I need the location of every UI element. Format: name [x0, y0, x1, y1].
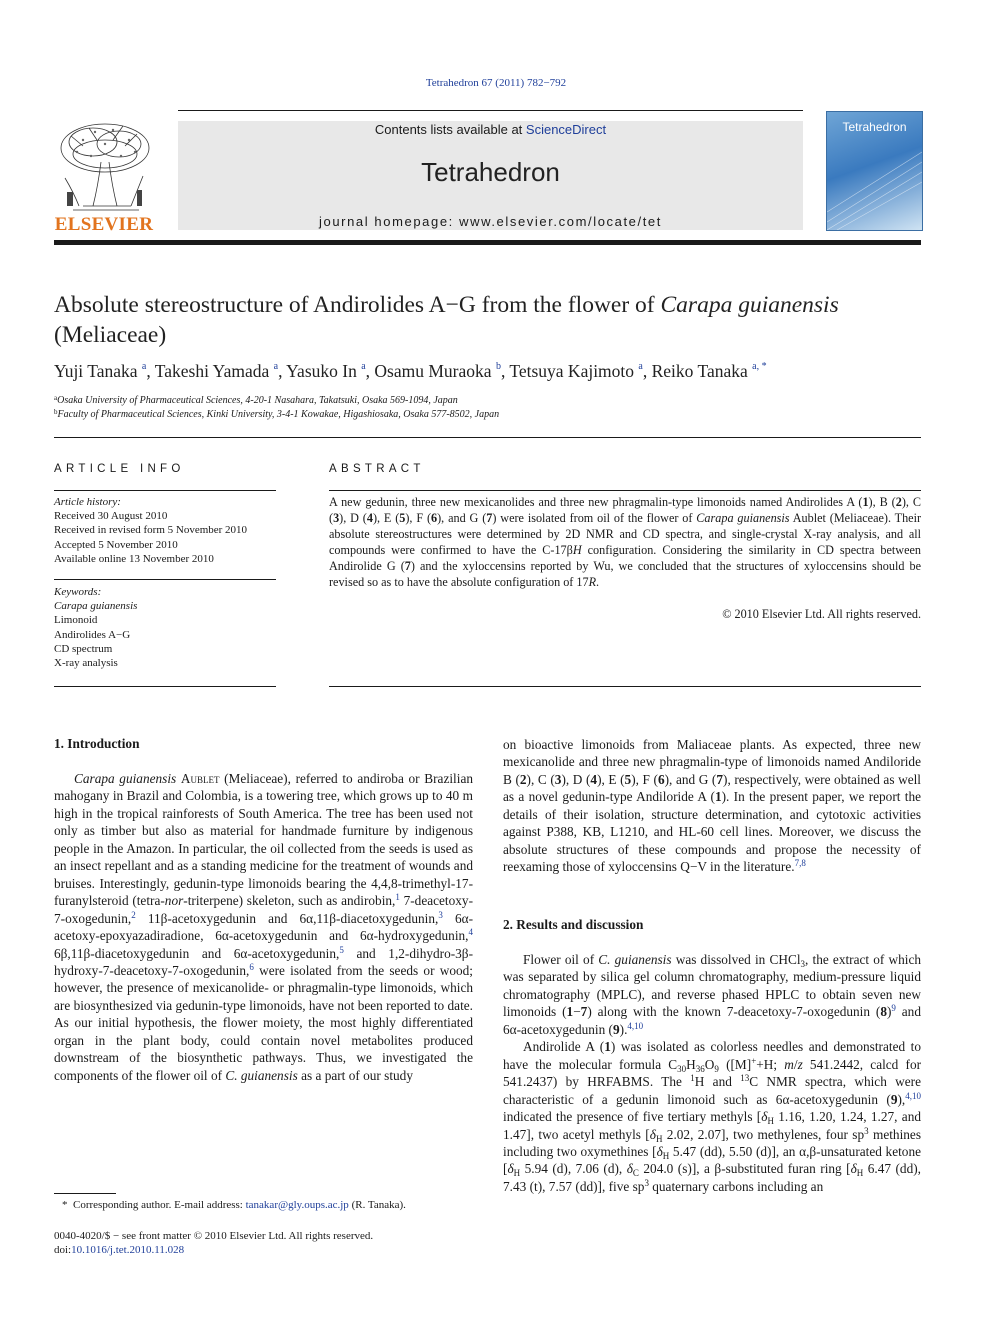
contents-line	[178, 122, 803, 137]
keyword: Carapa guianensis	[54, 600, 138, 613]
keywords-end-rule	[54, 686, 276, 687]
keywords-label: Keywords:	[54, 586, 102, 598]
footnote-suffix: (R. Tanaka).	[348, 1199, 406, 1211]
journal-banner	[178, 121, 803, 230]
copyright-line: © 2010 Elsevier Ltd. All rights reserved.	[722, 607, 921, 621]
intro-body-continued: on bioactive limonoids from Maliaceae plants. As expected, three new mexicanolide and three new phragmalin-type of limonoids named Andiloride B (2), C (3), D (4), E (5), F (6), and G (7), respectively, were obtained as well as a novel gedunin-type Andiloride A (1). In the present paper, we report the details of their isolation, structure determination, and cytotoxic activities against P388, KB, L1210, and HL-60 cell lines. Moreover, we discuss the absolute structures of these compounds and propose the necessity of reexaming those of xyloccensins Q−V in the literature.$^{7,8}$	[503, 737, 922, 875]
sciencedirect-link[interactable]: ScienceDirect	[525, 122, 607, 137]
history-received: Received 30 August 2010	[54, 510, 168, 523]
tree-icon	[53, 118, 155, 214]
keyword: CD spectrum	[54, 642, 113, 655]
author[interactable]: Tetsuya Kajimoto $^a$,	[509, 361, 648, 381]
journal-homepage[interactable]: journal homepage: www.elsevier.com/locate/tet	[319, 214, 662, 229]
article-title	[54, 290, 924, 350]
intro-heading: 1. Introduction	[54, 736, 140, 751]
abstract-rule	[329, 490, 921, 491]
cover-title: Tetrahedron	[842, 120, 907, 134]
journal-title: Tetrahedron	[421, 157, 560, 187]
journal-cover-image	[826, 111, 923, 231]
history-accepted: Accepted 5 November 2010	[54, 538, 178, 551]
corresponding-author-note	[62, 1198, 406, 1213]
history-online: Available online 13 November 2010	[54, 552, 214, 565]
elsevier-tree-logo	[53, 118, 155, 233]
author[interactable]: Reiko Tanaka $^{a, *}$	[651, 361, 767, 381]
header-thick-rule	[54, 240, 921, 245]
keyword: Limonoid	[54, 614, 98, 627]
affiliation-b: $^b$Faculty of Pharmaceutical Sciences, Kinki University, 3-4-1 Kowakae, Higashiosaka, Osaka 577-8502, Japan	[54, 408, 500, 420]
journal-citation-link[interactable]: Tetrahedron 67 (2011) 782−792	[425, 77, 567, 89]
author[interactable]: Yuji Tanaka $^a$,	[54, 361, 151, 381]
title-text: Absolute stereostructure of Andirolides A−G from the flower of	[54, 292, 661, 318]
results-heading: 2. Results and discussion	[503, 917, 644, 932]
results-body: Flower oil of C. guianensis was dissolved in CHCl$_3$, the extract of which was separated by silica gel column chromatography, medium-pressure liquid chromatography (MPLC), and reverse phased HPLC to obtain seven new limonoids (1−7) along with the known 7-deacetoxy-7-oxogedunin $(8)^9$ and 6α-acetoxygedunin (9).$^{4,10}$ Andirolide A (1) was isolated as colorless needles and demonstrated to have the molecular formula $C_{30}H_{36}O_9$ ([M]++H; m/z 541.2442, calcd for 541.2437) by HRFABMS. The $^1$H and $^{13}$C NMR spectra, which were characteristic of a gedunin limonoid such as 6α-acetoxygedunin (9),$^{4,10}$ indicated the presence of five tertiary methyls [$\delta_H$ 1.16, 1.20, 1.24, 1.27, and 1.47], two acetyl methyls [$\delta_H$ 2.02, 2.07], two methylenes, four $sp^3$ methines including two oxymethines [$\delta_H$ 5.47 (dd), 5.50 (d)], an α,β-unsaturated ketone [$\delta_H$ 5.94 (d), 7.06 (d), $\delta_C$ 204.0 (s)], a β-substituted furan ring [$\delta_H$ 6.47 (dd), 7.43 (t), 7.57 (dd)], five $sp^3$ quaternary carbons including an	[503, 952, 922, 1194]
footnote-rule	[54, 1193, 116, 1194]
title-family: (Meliaceae)	[54, 322, 167, 348]
footnote-star: *	[62, 1199, 68, 1211]
author[interactable]: Takeshi Yamada $^a$,	[154, 361, 283, 381]
doi-link[interactable]: 10.1016/j.tet.2010.11.028	[71, 1244, 185, 1256]
author-list	[54, 361, 924, 382]
affiliation-rule	[54, 437, 921, 438]
abstract-body: A new gedunin, three new mexicanolides and three new phragmalin-type limonoids named Andirolides A (1), B (2), C (3), D (4), E (5), F (6), and G (7) were isolated from oil of the flower of Carapa guianensis Aublet (Meliaceae). Their absolute stereostructures were determined by 2D NMR and CD spectra, and single-crystal X-ray analysis, and all compounds were confirmed to have the C-17βH configuration. Considering the similarity in CD spectra between Andirolide G (7) and the xyloccensins reported by Wu, we concluded that the structures of xyloccensins should be revised so as to have the absolute configuration of 17R.	[329, 495, 922, 590]
abstract-heading: ABSTRACT	[329, 463, 425, 475]
abstract-end-rule	[329, 686, 921, 687]
doi-line	[54, 1243, 184, 1258]
title-species: Carapa guianensis	[660, 292, 839, 318]
keyword: X-ray analysis	[54, 657, 118, 670]
article-history	[54, 495, 276, 566]
footnote-label: Corresponding author. E-mail address:	[73, 1199, 246, 1211]
history-label: Article history:	[54, 496, 121, 508]
keyword: Andirolides A−G	[54, 628, 131, 641]
doi-label: doi:	[54, 1244, 72, 1256]
contents-prefix: Contents lists available at	[374, 122, 526, 137]
issn-line: 0040-4020/$ − see front matter © 2010 Elsevier Ltd. All rights reserved.	[54, 1230, 374, 1242]
header-thin-rule	[178, 110, 803, 111]
history-revised: Received in revised form 5 November 2010	[54, 524, 248, 537]
author[interactable]: Osamu Muraoka $^b$,	[374, 361, 506, 381]
cover-graphic-icon	[827, 142, 922, 230]
affiliation-a: $^a$Osaka University of Pharmaceutical Sciences, 4-20-1 Nasahara, Takatsuki, Osaka 569-1094, Japan	[54, 394, 458, 406]
article-info-rule	[54, 490, 276, 491]
keywords	[54, 585, 276, 670]
elsevier-wordmark: ELSEVIER	[54, 214, 154, 235]
author-email-link[interactable]: tanakar@gly.oups.ac.jp	[245, 1199, 349, 1211]
author[interactable]: Yasuko In $^a$,	[286, 361, 371, 381]
intro-body: Carapa guianensis Aublet (Meliaceae), referred to andiroba or Brazilian mahogany in Brazil and Colombia, is a towering tree, which grows up to 40 m high in the tropical rainforests of South America. The tree has been used not only as timber but also as material for handmade furniture by indigenous people in the Amazon. In particular, the oil collected from the seeds is used as an insect repellant and as a standing medicine for the treatment of wounds and bruises. Interestingly, gedunin-type limonoids bearing the 4,4,8-trimethyl-17-furanylsteroid (tetra-nor-triterpene) skeleton, such as andirobin,$^1$ 7-deacetoxy-7-oxogedunin,$^2$ 11β-acetoxygedunin and 6α,11β-diacetoxygedunin,$^3$ 6α-acetoxy-epoxyazadiradione, 6α-acetoxygedunin and 6α-hydroxygedunin,$^4$ 6β,11β-diacetoxygedunin and 6α-acetoxygedunin,$^5$ and 1,2-dihydro-3β-hydroxy-7-deacetoxy-7-oxogedunin,$^6$ were isolated from the seeds or wood; however, the presence of mexicanolide- or phragmalin-type limonoids, which are biosynthesized via gedunin-type limonoids, have not been reported to date. As our initial hypothesis, the flower moiety, the most highly differentiated organ in the plant body, could contain novel metabolites produced downstream of the biosynthetic pathways. Thus, we investigated the components of the flower oil of C. guianensis as a part of our study	[54, 771, 474, 1083]
article-info-heading: ARTICLE INFO	[54, 463, 185, 475]
keywords-rule	[54, 579, 276, 580]
